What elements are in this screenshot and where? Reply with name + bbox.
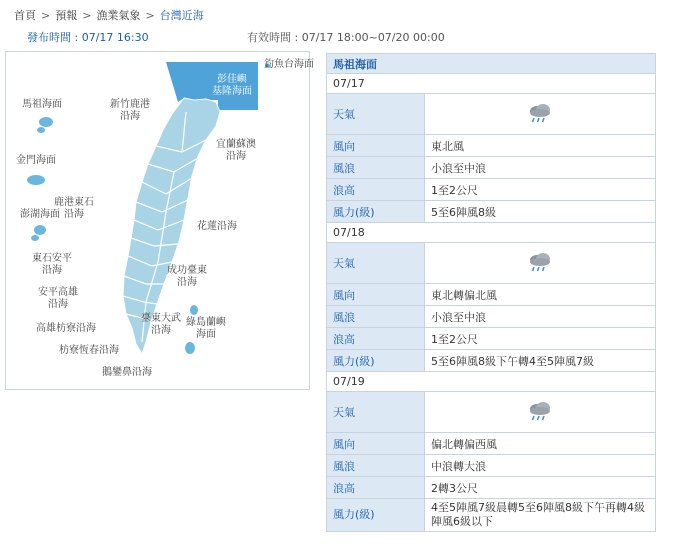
wave-height-value: 1至2公尺 xyxy=(425,179,656,201)
forecast-table xyxy=(326,53,656,532)
region-matsu[interactable] xyxy=(22,99,62,111)
region-label: 枋寮恆春沿海 xyxy=(59,345,119,356)
wave-value: 小浪至中浪 xyxy=(425,157,656,179)
breadcrumb-home[interactable]: 首頁 xyxy=(14,9,36,22)
wind-force-label: 風力(級) xyxy=(327,499,425,532)
region-eluanbi[interactable] xyxy=(102,367,152,379)
region-chenggong-taitung[interactable] xyxy=(167,265,207,289)
region-label: 釣魚台海面 xyxy=(264,59,314,70)
issue-time: 發布時間 : 07/17 16:30 xyxy=(27,31,149,44)
region-label: 鹿港東石 沿海 xyxy=(54,197,94,220)
forecast-date: 07/17 xyxy=(327,74,656,94)
forecast-date: 07/19 xyxy=(327,372,656,392)
breadcrumb-taiwan-coastal[interactable]: 台灣近海 xyxy=(159,9,204,22)
rain-cloud-icon xyxy=(526,400,554,422)
region-taitung-dawu[interactable] xyxy=(141,313,181,337)
forecast-area-title: 馬祖海面 xyxy=(327,54,656,74)
wind-dir-value: 東北風 xyxy=(425,135,656,157)
wave-height-label: 浪高 xyxy=(327,328,425,350)
region-label: 安平高雄 沿海 xyxy=(38,287,78,310)
breadcrumb-separator: > xyxy=(82,9,92,22)
wind-dir-label: 風向 xyxy=(327,135,425,157)
wave-height-value: 1至2公尺 xyxy=(425,328,656,350)
rain-cloud-icon xyxy=(526,251,554,273)
weather-value xyxy=(425,392,656,433)
weather-label: 天氣 xyxy=(327,243,425,284)
breadcrumb-fishery-weather[interactable]: 漁業氣象 xyxy=(96,9,141,22)
breadcrumb-separator: > xyxy=(145,9,155,22)
region-label: 宜蘭蘇澳 沿海 xyxy=(216,139,256,162)
region-pengjia-keelung[interactable] xyxy=(212,74,252,98)
weather-label: 天氣 xyxy=(327,392,425,433)
region-hsinchu-lukang[interactable] xyxy=(110,99,150,123)
taiwan-marine-map xyxy=(5,51,314,390)
region-diaoyutai[interactable] xyxy=(264,59,314,71)
region-penghu[interactable] xyxy=(20,209,60,221)
region-label: 澎湖海面 xyxy=(20,209,60,220)
breadcrumb xyxy=(14,7,204,23)
region-fangliao-hengchun[interactable] xyxy=(59,345,119,357)
rain-cloud-icon xyxy=(526,102,554,124)
wind-force-label: 風力(級) xyxy=(327,201,425,223)
region-dongshi-anping[interactable] xyxy=(32,253,72,277)
wind-dir-value: 偏北轉偏西風 xyxy=(425,433,656,455)
wind-force-label: 風力(級) xyxy=(327,350,425,372)
region-label: 鵝鑾鼻沿海 xyxy=(102,367,152,378)
region-yilan-suao[interactable] xyxy=(216,139,256,163)
region-label: 綠島蘭嶼 海面 xyxy=(186,317,226,340)
region-label: 彭佳嶼 基隆海面 xyxy=(212,74,252,97)
wind-dir-label: 風向 xyxy=(327,284,425,306)
wave-label: 風浪 xyxy=(327,455,425,477)
valid-time: 有效時間 : 07/17 18:00~07/20 00:00 xyxy=(247,31,445,44)
wind-dir-label: 風向 xyxy=(327,433,425,455)
region-label: 成功臺東 沿海 xyxy=(167,265,207,288)
wind-force-value: 5至6陣風8級 xyxy=(425,201,656,223)
weather-value xyxy=(425,243,656,284)
forecast-date: 07/18 xyxy=(327,223,656,243)
region-hualien[interactable] xyxy=(197,221,237,233)
region-lukang-dongshi[interactable] xyxy=(54,197,94,221)
region-label: 臺東大武 沿海 xyxy=(141,313,181,336)
region-green-orchid[interactable] xyxy=(186,317,226,341)
weather-value xyxy=(425,94,656,135)
region-anping-kaohsiung[interactable] xyxy=(38,287,78,311)
region-kaohsiung-fangliao[interactable] xyxy=(36,323,96,335)
region-label: 東石安平 沿海 xyxy=(32,253,72,276)
region-label: 花蓮沿海 xyxy=(197,221,237,232)
breadcrumb-forecast[interactable]: 預報 xyxy=(55,9,78,22)
region-label: 金門海面 xyxy=(16,155,56,166)
wave-height-value: 2轉3公尺 xyxy=(425,477,656,499)
region-kinmen[interactable] xyxy=(16,155,56,167)
breadcrumb-separator: > xyxy=(41,9,51,22)
region-label: 馬祖海面 xyxy=(22,99,62,110)
wind-force-value: 5至6陣風8級下午轉4至5陣風7級 xyxy=(425,350,656,372)
wave-height-label: 浪高 xyxy=(327,477,425,499)
wave-height-label: 浪高 xyxy=(327,179,425,201)
region-label: 新竹鹿港 沿海 xyxy=(110,99,150,122)
wind-force-value: 4至5陣風7級晨轉5至6陣風8級下午再轉4級陣風6級以下 xyxy=(425,499,656,532)
wave-label: 風浪 xyxy=(327,306,425,328)
wave-label: 風浪 xyxy=(327,157,425,179)
weather-label: 天氣 xyxy=(327,94,425,135)
wind-dir-value: 東北轉偏北風 xyxy=(425,284,656,306)
region-label: 高雄枋寮沿海 xyxy=(36,323,96,334)
wave-value: 中浪轉大浪 xyxy=(425,455,656,477)
wave-value: 小浪至中浪 xyxy=(425,306,656,328)
